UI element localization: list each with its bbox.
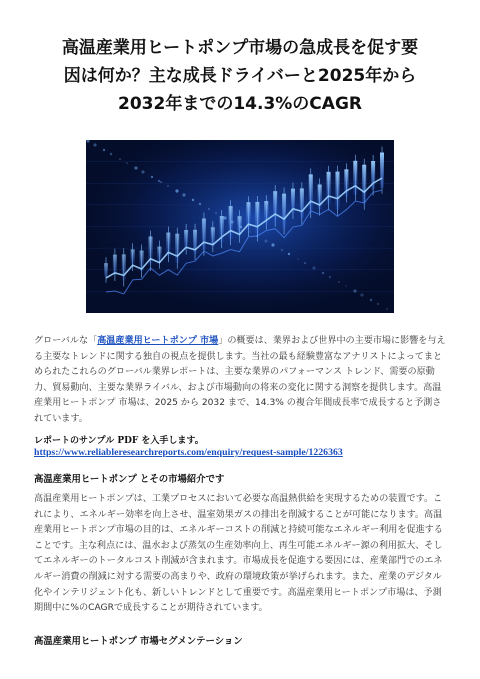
bokeh-dot bbox=[199, 203, 201, 205]
bokeh-dot bbox=[240, 226, 242, 228]
bokeh-dot bbox=[329, 276, 331, 278]
hero-image bbox=[86, 140, 394, 313]
title-line-3: 2032年までの14.3%のCAGR bbox=[118, 94, 362, 114]
bokeh-dot bbox=[134, 166, 137, 169]
bokeh-dot bbox=[353, 289, 356, 292]
bokeh-dot bbox=[271, 243, 274, 246]
sample-request-link[interactable]: https://www.reliableresearchreports.com/enquiry/request-sample/1226363 bbox=[34, 447, 343, 458]
bokeh-dot bbox=[167, 185, 169, 187]
bokeh-dot bbox=[249, 231, 251, 233]
bokeh-dot bbox=[288, 253, 290, 255]
bokeh-dot bbox=[370, 299, 372, 301]
bokeh-dot bbox=[256, 235, 258, 237]
bokeh-dot bbox=[360, 293, 363, 296]
bokeh-dot bbox=[223, 216, 226, 219]
bokeh-dot bbox=[158, 180, 160, 182]
intro-suffix: 」の概要は、業界および世界中の主要市場に影響を与える主要なトレンドに関する独自の視点を提供します。当社の最も経験豊富なアナリストによってまとめられたこれらのグローバル業界レポートは、主要な業界のパフォーマンス トレンド、需要の原動力、貿易動向、主要な業界ライバル、および市場動向の将来の変化に関する洞察を提供します。高温産業用ヒートポンプ 市場は、2025 から 2032 まで、14.3% の複合年間成長率で成長すると予測されています。 bbox=[34, 336, 446, 424]
bokeh-dot bbox=[304, 262, 306, 264]
bokeh-dot bbox=[93, 143, 96, 146]
bokeh-dot bbox=[182, 193, 185, 196]
bokeh-dot bbox=[230, 220, 233, 223]
bokeh-dot bbox=[215, 212, 217, 214]
bokeh-dot bbox=[386, 308, 388, 310]
section-intro-paragraph: 高温産業用ヒートポンプは、工業プロセスにおいて必要な高温熱供給を実現するための装置です。これにより、エネルギー効率を向上させ、温室効果ガスの排出を削減することが可能になります。高温産業用ヒートポンプ市場の目的は、エネルギーコストの削減と持続可能なエネルギー利用を促進することです。主な利点には、温水および蒸気の生産効率向上、再生可能エネルギー源の利用拡大、そしてエネルギーのトータルコスト削減が含まれます。市場成長を促進する要因には、産業部門でのエネルギー消費の削減に対する需要の高まりや、政府の環境政策が挙げられます。また、産業のデジタル化やインテリジェント化も、新しいトレンドとして重要です。高温産業用ヒートポンプ市場は、予測期間中に%のCAGRで成長することが期待されています。 bbox=[34, 494, 443, 614]
intro-paragraph bbox=[34, 334, 450, 428]
bokeh-dot bbox=[110, 153, 112, 155]
section-heading-intro: 高温産業用ヒートポンプ とその市場紹介です bbox=[34, 474, 225, 485]
bokeh-dot bbox=[208, 208, 210, 210]
title-line-1: 高温産業用ヒートポンプ市場の急成長を促す要 bbox=[61, 38, 419, 58]
bokeh-dot bbox=[312, 266, 315, 269]
title-line-2: 因は何か？主な成長ドライバーと2025年から bbox=[63, 66, 417, 86]
stock-chart-illustration bbox=[86, 140, 394, 313]
intro-prefix: グローバルな「 bbox=[34, 336, 98, 346]
sample-label: レポートのサンプル PDF を入手します。 bbox=[34, 436, 204, 446]
bokeh-dot bbox=[119, 158, 121, 160]
market-link[interactable]: 高温産業用ヒートポンプ 市場 bbox=[97, 336, 219, 346]
bokeh-dot bbox=[175, 189, 178, 192]
section-heading-segmentation: 高温産業用ヒートポンプ 市場セグメンテーション bbox=[34, 636, 243, 647]
bokeh-dot bbox=[151, 176, 153, 178]
bokeh-dot bbox=[377, 303, 379, 305]
bokeh-dot bbox=[338, 281, 340, 283]
bokeh-dot bbox=[345, 285, 347, 287]
bokeh-dot bbox=[297, 258, 299, 260]
bokeh-dot bbox=[322, 272, 324, 274]
page-title bbox=[28, 34, 452, 118]
bokeh-dot bbox=[281, 249, 283, 251]
bokeh-dot bbox=[103, 149, 105, 151]
bokeh-dot bbox=[126, 162, 128, 164]
bokeh-dot bbox=[141, 170, 144, 173]
bokeh-dot bbox=[264, 239, 267, 242]
bokeh-dot bbox=[160, 181, 162, 183]
bokeh-dot bbox=[192, 199, 194, 201]
